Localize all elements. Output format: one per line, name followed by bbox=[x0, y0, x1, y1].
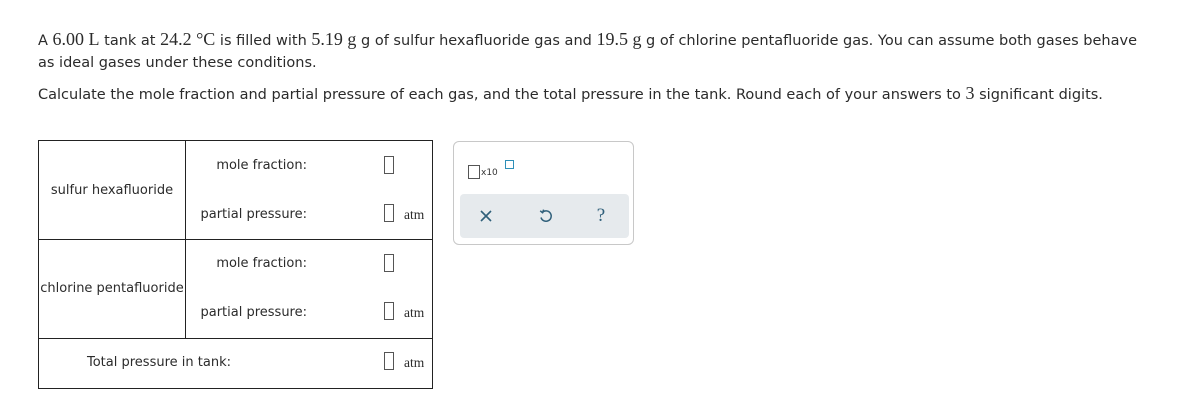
total-pressure-label: Total pressure in tank: bbox=[87, 355, 231, 370]
sf6-mole-fraction-input[interactable] bbox=[384, 156, 394, 174]
table-row bbox=[39, 141, 432, 240]
unit-atm: atm bbox=[404, 355, 425, 370]
clf5-partial-pressure-input[interactable] bbox=[384, 302, 394, 320]
unit-atm: atm bbox=[404, 207, 425, 222]
answer-table bbox=[38, 140, 433, 389]
instruction-text: Calculate the mole fraction and partial pressure of each gas, and the total pressure in the tank. Round each of your answers to 3 significant digits. bbox=[38, 83, 1103, 103]
question-text: A 6.00 L tank at 24.2 °C is filled with 5.19 g g of sulfur hexafluoride gas and 19.5 g g of chlorine pentafluoride gas. You can assume both gases behave as ideal gases under these conditions. bbox=[38, 29, 1137, 71]
table-row bbox=[39, 338, 432, 388]
sf6-partial-pressure-input[interactable] bbox=[384, 204, 394, 222]
undo-icon[interactable] bbox=[532, 202, 560, 230]
x10-exponent-icon[interactable]: x10 bbox=[468, 160, 516, 188]
help-icon[interactable]: ? bbox=[596, 205, 606, 226]
table-row bbox=[39, 239, 432, 339]
gas-name: chlorine pentafluoride bbox=[39, 239, 186, 338]
mole-fraction-label: mole fraction: bbox=[216, 256, 307, 271]
partial-pressure-label: partial pressure: bbox=[200, 207, 307, 222]
close-icon[interactable] bbox=[472, 202, 500, 230]
gas-name: sulfur hexafluoride bbox=[39, 141, 186, 239]
partial-pressure-label: partial pressure: bbox=[200, 305, 307, 320]
math-tools-panel bbox=[453, 141, 634, 245]
tool-bar bbox=[460, 194, 629, 238]
unit-atm: atm bbox=[404, 305, 425, 320]
mole-fraction-label: mole fraction: bbox=[216, 158, 307, 173]
clf5-mole-fraction-input[interactable] bbox=[384, 254, 394, 272]
total-pressure-input[interactable] bbox=[384, 352, 394, 370]
